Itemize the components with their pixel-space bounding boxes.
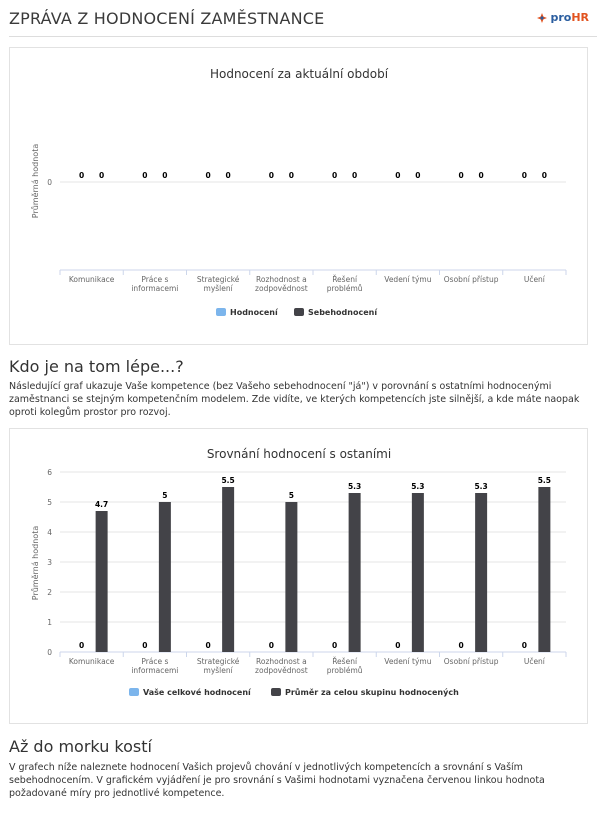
legend-swatch-1 — [129, 688, 139, 696]
data-label: 0 — [521, 171, 527, 180]
data-label: 0 — [478, 171, 484, 180]
y-tick-label: 3 — [47, 558, 52, 567]
bar-2 — [285, 502, 297, 652]
data-label: 0 — [142, 641, 148, 650]
data-label: 0 — [268, 641, 274, 650]
x-tick-label: Strategické myšlení — [196, 657, 240, 675]
x-tick-label: Vedení týmu — [384, 275, 432, 284]
x-tick-label: Učení — [523, 275, 545, 284]
x-tick-label: Komunikace — [68, 275, 115, 284]
data-label: 0 — [415, 171, 421, 180]
legend-swatch-1 — [216, 308, 226, 316]
y-tick-label: 0 — [47, 648, 52, 657]
y-axis-label: Průměrná hodnota — [31, 143, 40, 219]
y-tick-label: 0 — [47, 178, 52, 187]
bar-2 — [349, 493, 361, 652]
header-divider — [9, 36, 597, 37]
data-label: 0 — [352, 171, 358, 180]
x-tick-label: Strategické myšlení — [196, 275, 240, 293]
chart-title: Srovnání hodnocení s ostaními — [206, 447, 392, 461]
data-label: 0 — [225, 171, 231, 180]
logo-hr-text: HR — [571, 11, 589, 24]
x-tick-label: Práce s informacemi — [131, 275, 179, 293]
data-label: 0 — [205, 641, 211, 650]
y-tick-label: 2 — [47, 588, 52, 597]
logo-icon — [536, 12, 548, 24]
x-tick-label: Učení — [523, 657, 545, 666]
x-tick-label: Osobní přístup — [443, 657, 499, 666]
section-text-deep-dive: V grafech níže naleznete hodnocení Vašich projevů chování v jednotlivých kompetencích a srovnání s Vaším sebehodnocením. V grafickém vyjádření je pro srovnání s Vašimi hodnotami vyznačena červenou linkou hodnota požadované míry pro jednotlivé kompetence. — [9, 762, 545, 799]
data-label: 0 — [541, 171, 547, 180]
data-label: 0 — [288, 171, 294, 180]
x-tick-label: Komunikace — [68, 657, 115, 666]
y-tick-label: 4 — [47, 528, 52, 537]
legend-swatch-2 — [294, 308, 304, 316]
legend-swatch-2 — [271, 688, 281, 696]
bar-2 — [96, 511, 108, 652]
data-label: 0 — [99, 171, 105, 180]
data-label: 0 — [395, 641, 401, 650]
bar-2 — [538, 487, 550, 652]
legend-label-2: Průměr za celou skupinu hodnocených — [285, 688, 459, 697]
x-tick-label: Osobní přístup — [443, 275, 499, 284]
data-label: 5.5 — [221, 476, 235, 485]
data-label: 5.3 — [474, 482, 488, 491]
data-label: 0 — [162, 171, 168, 180]
data-label: 0 — [205, 171, 211, 180]
logo-pro-text: pro — [550, 11, 572, 24]
y-tick-label: 1 — [47, 618, 52, 627]
bar-2 — [412, 493, 424, 652]
section-heading-deep-dive: Až do morku kostí — [9, 737, 152, 756]
data-label: 5.5 — [537, 476, 552, 485]
y-tick-label: 6 — [47, 468, 52, 477]
report-title: ZPRÁVA Z HODNOCENÍ ZAMĚSTNANCE — [9, 9, 325, 28]
bar-2 — [475, 493, 487, 652]
x-tick-label: Práce s informacemi — [131, 657, 179, 675]
data-label: 0 — [332, 641, 338, 650]
section-text-comparison: Následující graf ukazuje Vaše kompetence (bez Vašeho sebehodnocení "já") v porovnání s ostatními hodnocenými zaměstnanci se stejným kompetenčním modelem. Zde vidíte, ve kterých kompetencích jste silnější, a kde máte naopak oproti kolegům prostor pro rozvoj. — [9, 381, 580, 418]
x-tick-label: Rozhodnost a zodpovědnost — [255, 657, 308, 675]
data-label: 0 — [79, 171, 85, 180]
x-tick-label: Rozhodnost a zodpovědnost — [255, 275, 308, 293]
section-heading-comparison: Kdo je na tom lépe...? — [9, 357, 184, 376]
data-label: 5.3 — [347, 482, 362, 491]
y-axis-label: Průměrná hodnota — [31, 525, 40, 601]
data-label: 5 — [162, 491, 168, 500]
data-label: 0 — [268, 171, 274, 180]
data-label: 0 — [458, 641, 464, 650]
chart-current-period — [10, 48, 587, 344]
chart-card-comparison — [9, 428, 588, 724]
prohr-logo — [536, 11, 589, 24]
data-label: 0 — [458, 171, 464, 180]
data-label: 0 — [142, 171, 148, 180]
data-label: 5 — [288, 491, 294, 500]
data-label: 5.3 — [411, 482, 425, 491]
bar-2 — [222, 487, 234, 652]
report-header — [9, 9, 597, 31]
data-label: 0 — [521, 641, 527, 650]
bar-2 — [159, 502, 171, 652]
y-tick-label: 5 — [47, 498, 52, 507]
chart-title: Hodnocení za aktuální období — [209, 67, 389, 81]
x-tick-label: Vedení týmu — [384, 657, 432, 666]
data-label: 0 — [79, 641, 85, 650]
legend-label-2: Sebehodnocení — [308, 308, 378, 317]
data-label: 4.7 — [94, 500, 109, 509]
chart-comparison — [10, 429, 587, 723]
chart-card-current-period — [9, 47, 588, 345]
legend-label-1: Hodnocení — [230, 308, 278, 317]
legend-label-1: Vaše celkové hodnocení — [143, 688, 251, 697]
data-label: 0 — [332, 171, 338, 180]
x-tick-label: Řešení problémů — [326, 275, 363, 293]
data-label: 0 — [395, 171, 401, 180]
x-tick-label: Řešení problémů — [326, 657, 363, 675]
